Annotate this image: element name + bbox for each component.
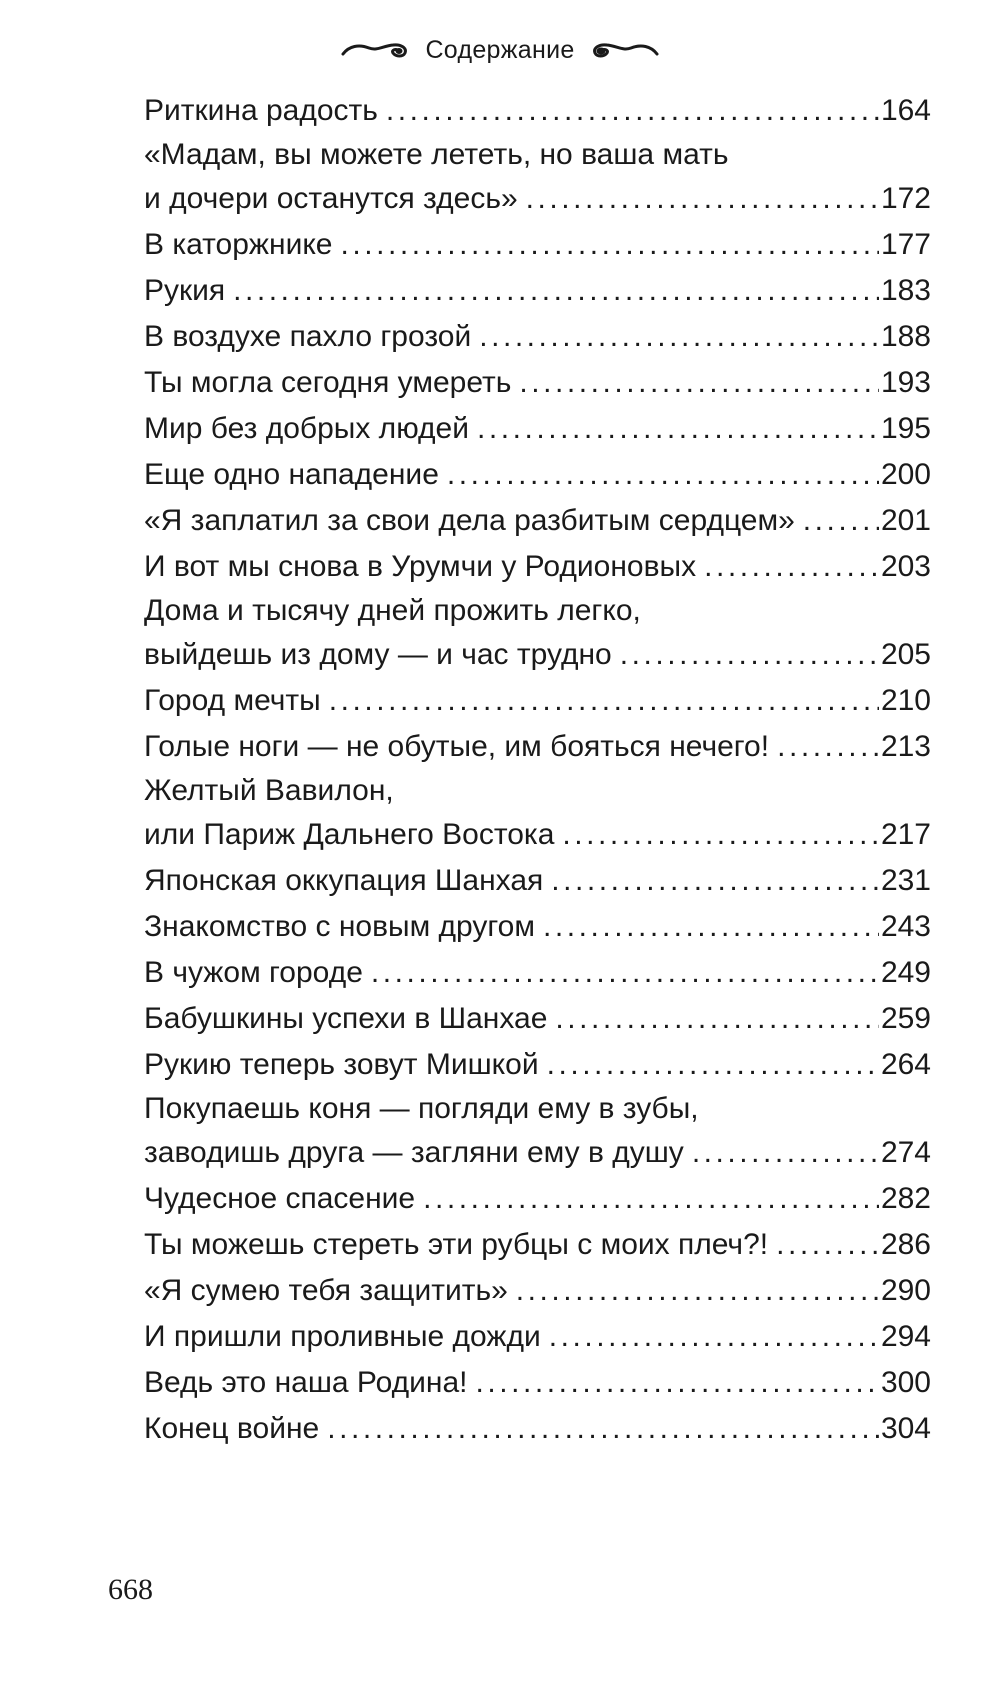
toc-entry-line xyxy=(144,1130,931,1176)
dot-leader xyxy=(475,1360,878,1406)
dot-leader xyxy=(543,904,879,950)
toc-entry-page: 201 xyxy=(880,504,931,537)
toc-entry-title: Ты можешь стереть эти рубцы с моих плеч?! xyxy=(144,1228,769,1261)
toc-entry xyxy=(144,1042,931,1088)
toc-entry-page: 193 xyxy=(880,366,931,399)
dot-leader xyxy=(447,452,879,498)
toc-entry-page: 183 xyxy=(880,274,931,307)
toc-entry xyxy=(144,996,931,1042)
toc-entry xyxy=(144,590,931,678)
toc-entry xyxy=(144,1088,931,1176)
toc-entry xyxy=(144,314,931,360)
toc-entry xyxy=(144,904,931,950)
toc-entry-line xyxy=(144,1360,931,1406)
toc-entry-page: 210 xyxy=(880,684,931,717)
toc-entry-line xyxy=(144,678,931,724)
toc-entry-page: 282 xyxy=(880,1182,931,1215)
toc-entry-title: «Я заплатил за свои дела разбитым сердцем» xyxy=(144,504,795,537)
toc-entry xyxy=(144,88,931,134)
dot-leader xyxy=(777,724,879,770)
toc-entry-line xyxy=(144,1406,931,1452)
running-header xyxy=(0,30,1000,70)
toc-entry-line xyxy=(144,1176,931,1222)
toc-entry-page: 259 xyxy=(880,1002,931,1035)
toc-entry-title: выйдешь из дому — и час трудно xyxy=(144,638,612,671)
toc-entry-line xyxy=(144,176,931,222)
toc-entry-line xyxy=(144,1268,931,1314)
toc-entry-page: 274 xyxy=(880,1136,931,1169)
toc-entry-title-line: Желтый Вавилон, xyxy=(144,774,394,807)
toc-entry xyxy=(144,222,931,268)
toc-entry-line xyxy=(144,996,931,1042)
toc-entry-page: 195 xyxy=(880,412,931,445)
toc-entry-page: 164 xyxy=(880,94,931,127)
toc-entry-line xyxy=(144,950,931,996)
dot-leader xyxy=(704,544,879,590)
toc-entry-title: Ты могла сегодня умереть xyxy=(144,366,512,399)
toc-entry-title: Город мечты xyxy=(144,684,321,717)
toc-entry xyxy=(144,1406,931,1452)
toc-entry xyxy=(144,770,931,858)
toc-entry-line xyxy=(144,406,931,452)
toc-entry-line xyxy=(144,724,931,770)
toc-entry-title: Конец войне xyxy=(144,1412,320,1445)
toc-entry-page: 294 xyxy=(880,1320,931,1353)
dot-leader xyxy=(233,268,879,314)
toc-entry-title: И вот мы снова в Урумчи у Родионовых xyxy=(144,550,697,583)
dot-leader xyxy=(692,1130,879,1176)
toc-entry-title: Мир без добрых людей xyxy=(144,412,469,445)
toc-entry-page: 177 xyxy=(880,228,931,261)
toc-entry-line xyxy=(144,632,931,678)
toc-entry-title: Еще одно нападение xyxy=(144,458,439,491)
dot-leader xyxy=(386,88,879,134)
toc-entry-page: 188 xyxy=(880,320,931,353)
toc-entry xyxy=(144,134,931,222)
toc-entry-page: 205 xyxy=(880,638,931,671)
toc-entry-page: 304 xyxy=(880,1412,931,1445)
toc-entry-page: 203 xyxy=(880,550,931,583)
swash-ornament-icon xyxy=(589,38,659,62)
toc-entry-line xyxy=(144,812,931,858)
toc-entry xyxy=(144,858,931,904)
dot-leader xyxy=(555,996,879,1042)
toc-entry-line xyxy=(144,452,931,498)
toc-entry-title: Японская оккупация Шанхая xyxy=(144,864,544,897)
toc-entry xyxy=(144,498,931,544)
toc-entry-line xyxy=(144,1222,931,1268)
dot-leader xyxy=(549,1314,879,1360)
toc-entry xyxy=(144,1314,931,1360)
toc-entry-title: Знакомство с новым другом xyxy=(144,910,535,943)
toc-entry xyxy=(144,1360,931,1406)
toc-entry-page: 300 xyxy=(880,1366,931,1399)
toc-entry-title: В воздухе пахло грозой xyxy=(144,320,472,353)
toc-entry-line xyxy=(144,268,931,314)
toc-entry-title-line: Дома и тысячу дней прожить легко, xyxy=(144,594,641,627)
toc-entry-page: 264 xyxy=(880,1048,931,1081)
toc-entry-title: В чужом городе xyxy=(144,956,363,989)
dot-leader xyxy=(547,1042,879,1088)
dot-leader xyxy=(371,950,879,996)
page-number: 668 xyxy=(108,1573,153,1606)
toc-entry-line xyxy=(144,498,931,544)
dot-leader xyxy=(519,360,879,406)
toc-entry-line xyxy=(144,858,931,904)
toc-entry-title: Чудесное спасение xyxy=(144,1182,416,1215)
dot-leader xyxy=(516,1268,879,1314)
toc-entry-title: Ведь это наша Родина! xyxy=(144,1366,468,1399)
toc-entry xyxy=(144,950,931,996)
toc-entry xyxy=(144,360,931,406)
toc-entry-title: или Париж Дальнего Востока xyxy=(144,818,555,851)
toc-entry xyxy=(144,724,931,770)
toc-entry xyxy=(144,1222,931,1268)
toc-entry-title-line: Покупаешь коня — погляди ему в зубы, xyxy=(144,1092,699,1125)
dot-leader xyxy=(526,176,879,222)
toc-entry-line xyxy=(144,1314,931,1360)
dot-leader xyxy=(776,1222,879,1268)
toc-entry-page: 231 xyxy=(880,864,931,897)
dot-leader xyxy=(479,314,879,360)
toc-entry-line xyxy=(144,88,931,134)
toc-entry-title-line: «Мадам, вы можете лететь, но ваша мать xyxy=(144,138,729,171)
toc-entry-title: Бабушкины успехи в Шанхае xyxy=(144,1002,548,1035)
header-title: Содержание xyxy=(425,35,575,64)
toc-entry xyxy=(144,1268,931,1314)
toc-entry xyxy=(144,1176,931,1222)
dot-leader xyxy=(327,1406,879,1452)
toc-entry-title: В каторжнике xyxy=(144,228,333,261)
toc-entry-title: заводишь друга — загляни ему в душу xyxy=(144,1136,684,1169)
toc-entry-line xyxy=(144,904,931,950)
toc-entry-line xyxy=(144,314,931,360)
toc-entry xyxy=(144,452,931,498)
dot-leader xyxy=(340,222,878,268)
toc-entry-line xyxy=(144,360,931,406)
dot-leader xyxy=(562,812,879,858)
toc-entry-page: 290 xyxy=(880,1274,931,1307)
toc-entry-title: Рукию теперь зовут Мишкой xyxy=(144,1048,539,1081)
dot-leader xyxy=(620,632,879,678)
dot-leader xyxy=(803,498,879,544)
toc-entry xyxy=(144,406,931,452)
toc-entry-title: Голые ноги — не обутые, им бояться нечего! xyxy=(144,730,770,763)
toc-entry xyxy=(144,678,931,724)
toc-entry-title: «Я сумею тебя защитить» xyxy=(144,1274,508,1307)
toc-entry-line xyxy=(144,544,931,590)
toc-entry-page: 200 xyxy=(880,458,931,491)
toc-entry-page: 249 xyxy=(880,956,931,989)
toc-entry-line xyxy=(144,1042,931,1088)
toc-entry-page: 172 xyxy=(880,182,931,215)
dot-leader xyxy=(329,678,879,724)
toc-entry-title: и дочери останутся здесь» xyxy=(144,182,518,215)
table-of-contents xyxy=(144,88,931,1452)
toc-entry xyxy=(144,268,931,314)
dot-leader xyxy=(551,858,879,904)
toc-entry-page: 286 xyxy=(880,1228,931,1261)
toc-entry-page: 243 xyxy=(880,910,931,943)
toc-entry-page: 217 xyxy=(880,818,931,851)
swash-ornament-icon xyxy=(341,38,411,62)
toc-entry xyxy=(144,544,931,590)
toc-entry-line xyxy=(144,222,931,268)
toc-entry-title: Риткина радость xyxy=(144,94,378,127)
toc-entry-title: И пришли проливные дожди xyxy=(144,1320,541,1353)
dot-leader xyxy=(477,406,879,452)
toc-entry-title: Рукия xyxy=(144,274,226,307)
dot-leader xyxy=(423,1176,879,1222)
toc-entry-page: 213 xyxy=(880,730,931,763)
